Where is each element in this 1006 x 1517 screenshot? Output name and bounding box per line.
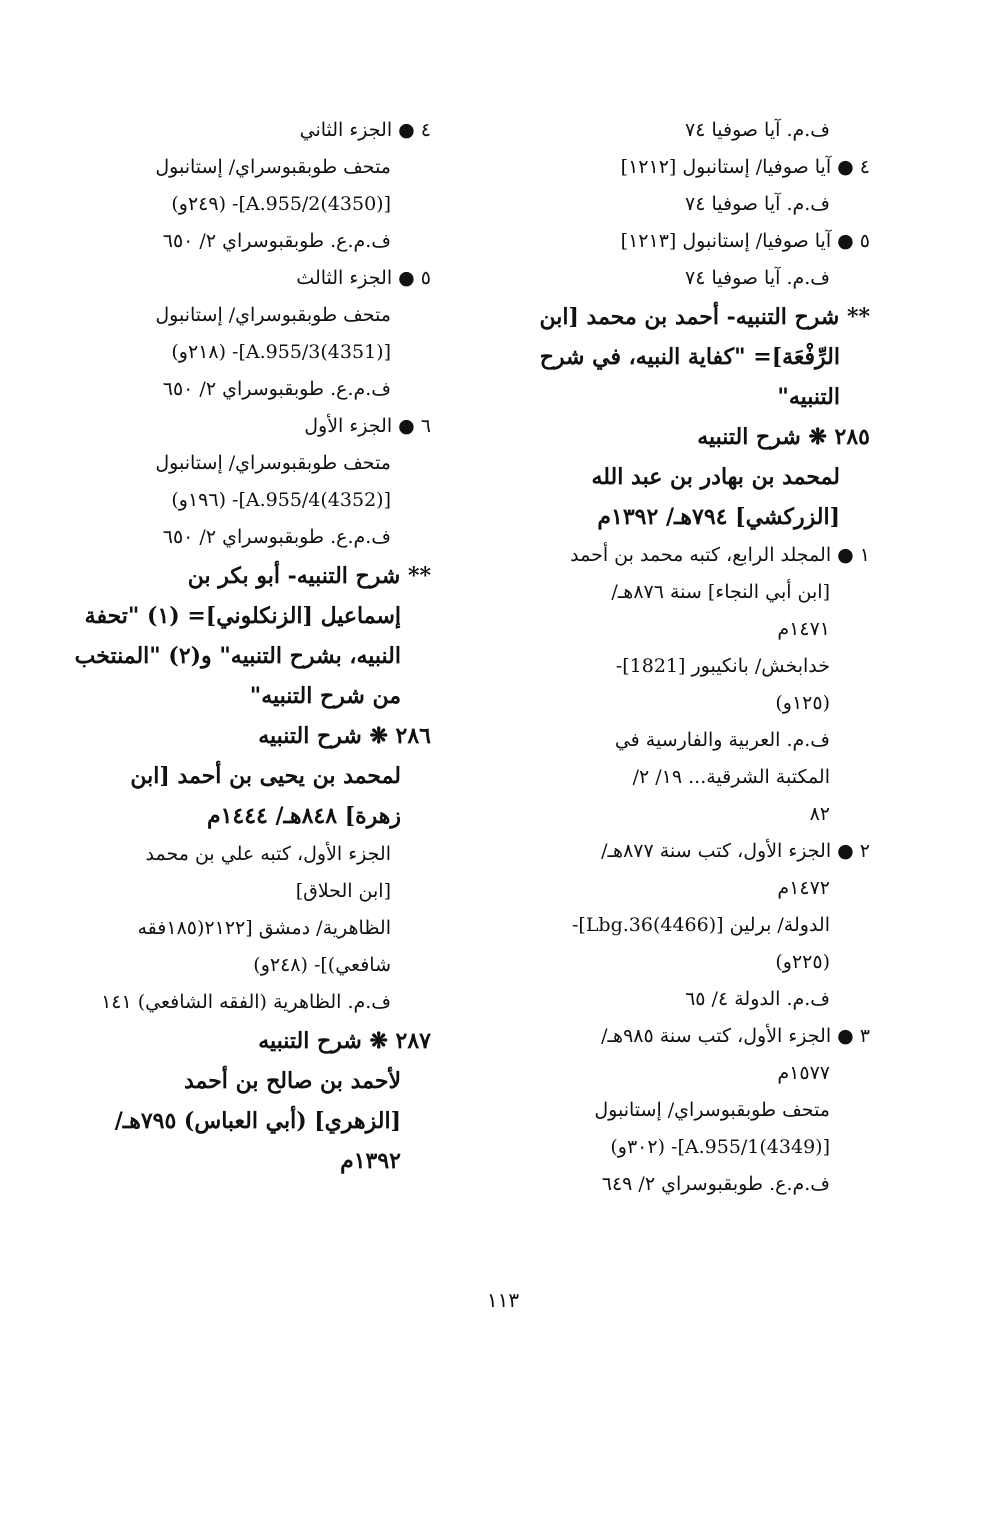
left-column-line: من شرح التنبيه" [249, 683, 401, 709]
right-column-line: ٥ ● آيا صوفيا/ إستانبول [١٢١٣] [620, 230, 870, 252]
left-column-line: ف.م.ع. طوبقبوسراي ٢/ ٦٥٠ [162, 230, 391, 252]
page-number: ١١٣ [486, 1288, 520, 1312]
right-column-line: ف.م.ع. طوبقبوسراي ٢/ ٦٤٩ [601, 1173, 830, 1195]
right-column-line: ف.م. آيا صوفيا ٧٤ [685, 119, 830, 141]
right-column-line: ** شرح التنبيه- أحمد بن محمد [ابن [539, 304, 870, 330]
right-column-line: متحف طوبقبوسراي/ إستانبول [594, 1099, 830, 1121]
left-column-line: لأحمد بن صالح بن أحمد [183, 1068, 401, 1094]
right-column-line: [الزركشي] ٧٩٤هـ/ ١٣٩٢م [597, 504, 840, 530]
left-column-line: ٦ ● الجزء الأول [304, 415, 431, 437]
right-column-line: ١٤٧١م [777, 618, 830, 640]
right-column-line: لمحمد بن بهادر بن عبد الله [591, 464, 840, 490]
left-column-line: ٢٨٧ ❋ شرح التنبيه [258, 1028, 431, 1054]
left-column-line: متحف طوبقبوسراي/ إستانبول [155, 304, 391, 326]
left-column-line: ف.م.ع. طوبقبوسراي ٢/ ٦٥٠ [162, 526, 391, 548]
left-column-line: [A.955/2(4350)]- (٢٤٩و) [171, 193, 391, 215]
left-column-line: [الزهري] (أبي العباس) ٧٩٥هـ/ [114, 1108, 401, 1134]
right-column-line: ٢٨٥ ❋ شرح التنبيه [697, 424, 870, 450]
right-column-line: ف.م. العربية والفارسية في [614, 729, 830, 751]
left-column-line: ف.م.ع. طوبقبوسراي ٢/ ٦٥٠ [162, 378, 391, 400]
right-column-line: ٨٢ [809, 803, 830, 825]
left-column-line: شافعي)]- (٢٤٨و) [253, 954, 391, 976]
left-column-line: ٥ ● الجزء الثالث [296, 267, 431, 289]
left-column-line: إسماعيل [الزنكلوني]= (١) "تحفة [84, 603, 401, 629]
left-column-line: متحف طوبقبوسراي/ إستانبول [155, 452, 391, 474]
left-column-line: متحف طوبقبوسراي/ إستانبول [155, 156, 391, 178]
left-column [74, 112, 431, 1181]
left-column-line: [A.955/4(4352)]- (١٩٦و) [171, 489, 391, 511]
left-column-line: ** شرح التنبيه- أبو بكر بن [187, 563, 431, 589]
right-column-line: (١٢٥و) [775, 692, 830, 714]
right-column-line: ١ ● المجلد الرابع، كتبه محمد بن أحمد [570, 544, 870, 566]
left-column-line: النبيه، بشرح التنبيه" و(٢) "المنتخب [74, 643, 401, 669]
right-column-line: [ابن أبي النجاء] سنة ٨٧٦هـ/ [611, 581, 830, 603]
right-column-line: ف.م. آيا صوفيا ٧٤ [685, 193, 830, 215]
right-column-line: ٣ ● الجزء الأول، كتب سنة ٩٨٥هـ/ [601, 1025, 870, 1047]
left-column-line: ١٣٩٢م [340, 1148, 401, 1174]
right-column-line: ف.م. آيا صوفيا ٧٤ [685, 267, 830, 289]
left-column-line: ٤ ● الجزء الثاني [299, 119, 431, 141]
right-column-line: (٢٢٥و) [775, 951, 830, 973]
right-column-line: ٢ ● الجزء الأول، كتب سنة ٨٧٧هـ/ [601, 840, 870, 862]
left-column-line: ٢٨٦ ❋ شرح التنبيه [258, 723, 431, 749]
left-column-line: الجزء الأول، كتبه علي بن محمد [145, 843, 391, 865]
right-column-line: المكتبة الشرقية... ١٩/ ٢/ [632, 766, 830, 788]
right-column-line: ٤ ● آيا صوفيا/ إستانبول [١٢١٢] [620, 156, 870, 178]
right-column-line: الرِّفْعَة]= "كفاية النبيه، في شرح [539, 344, 840, 370]
right-column-line: ١٥٧٧م [777, 1062, 830, 1084]
left-column-line: لمحمد بن يحيى بن أحمد [ابن [130, 763, 401, 789]
left-column-line: [ابن الحلاق] [295, 880, 391, 902]
right-column-line: ١٤٧٢م [777, 877, 830, 899]
right-column [532, 112, 870, 1203]
left-column-line: الظاهرية/ دمشق [٢١٢٢(١٨٥فقه [137, 917, 391, 939]
right-column-line: الدولة/ برلين [Lbg.36(4466)]- [571, 914, 830, 936]
left-column-line: زهرة] ٨٤٨هـ/ ١٤٤٤م [206, 803, 401, 829]
right-column-line: خدابخش/ بانكيبور [1821]- [615, 655, 830, 677]
right-column-line: [A.955/1(4349)]- (٣٠٢و) [610, 1136, 830, 1158]
left-column-line: [A.955/3(4351)]- (٢١٨و) [171, 341, 391, 363]
right-column-line: ف.م. الدولة ٤/ ٦٥ [685, 988, 830, 1010]
right-column-line: التنبيه" [777, 384, 840, 410]
left-column-line: ف.م. الظاهرية (الفقه الشافعي) ١٤١ [101, 991, 391, 1013]
